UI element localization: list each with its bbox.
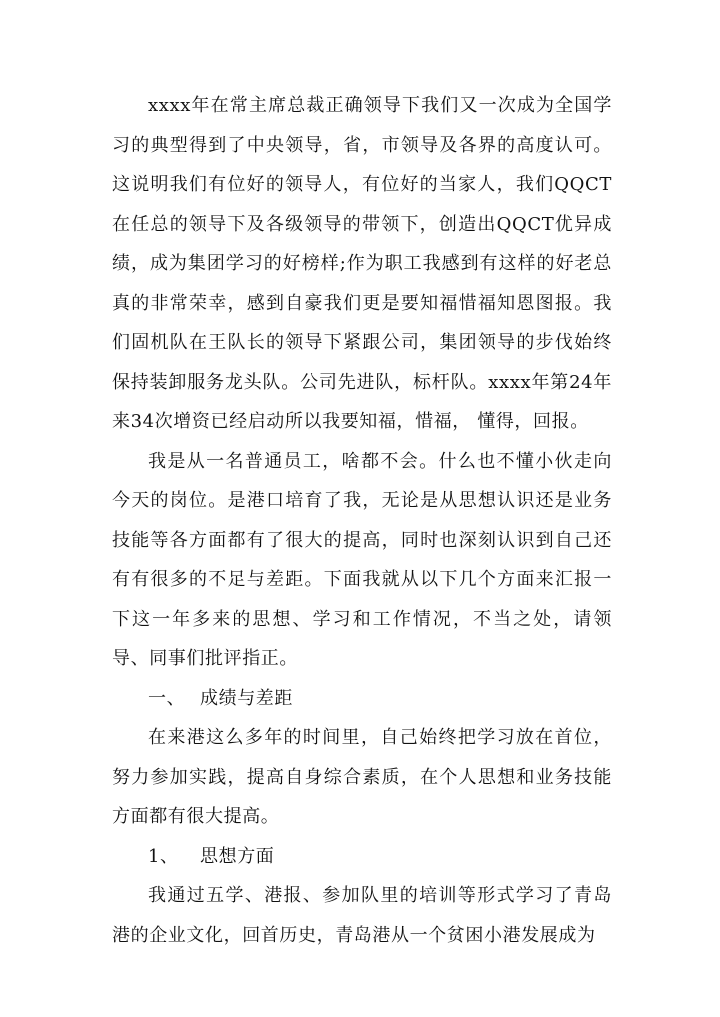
paragraph-study: 在来港这么多年的时间里，自己始终把学习放在首位，努力参加实践，提高自身综合素质，在个人思想和业务技能方面都有很大提高。 xyxy=(112,727,612,827)
subsection-number: 1、 xyxy=(148,845,179,867)
document-body xyxy=(112,86,612,955)
section-number: 一、 xyxy=(148,687,186,709)
paragraph-background: 我是从一名普通员工，啥都不会。什么也不懂小伙走向今天的岗位。是港口培育了我，无论是从思想认识还是业务技能等各方面都有了很大的提高，同时也深刻认识到自己还有有很多的不足与差距。下面我就从以下几个方面来汇报一下这一年多来的思想、学习和工作情况，不当之处，请领导、同事们批评指正。 xyxy=(112,450,612,669)
subsection-heading-thought xyxy=(112,837,612,877)
paragraph-intro: xxxx年在常主席总裁正确领导下我们又一次成为全国学习的典型得到了中央领导，省，市领导及各界的高度认可。这说明我们有位好的领导人，有位好的当家人，我们QQCT在任总的领导下及各级领导的带领下，创造出QQCT优异成绩，成为集团学习的好榜样;作为职工我感到有这样的好老总真的非常荣幸，感到自豪我们更是要知福惜福知恩图报。我们固机队在王队长的领导下紧跟公司，集团领导的步伐始终保持装卸服务龙头队。公司先进队，标杆队。xxxx年第24年来34次增资已经启动所以我要知福，惜福， 懂得，回报。 xyxy=(112,95,612,432)
section-title: 成绩与差距 xyxy=(200,687,293,709)
paragraph-culture: 我通过五学、港报、参加队里的培训等形式学习了青岛港的企业文化，回首历史，青岛港从一个贫困小港发展成为 xyxy=(112,885,612,946)
subsection-title: 思想方面 xyxy=(200,845,275,867)
section-heading-achievements xyxy=(112,679,612,719)
